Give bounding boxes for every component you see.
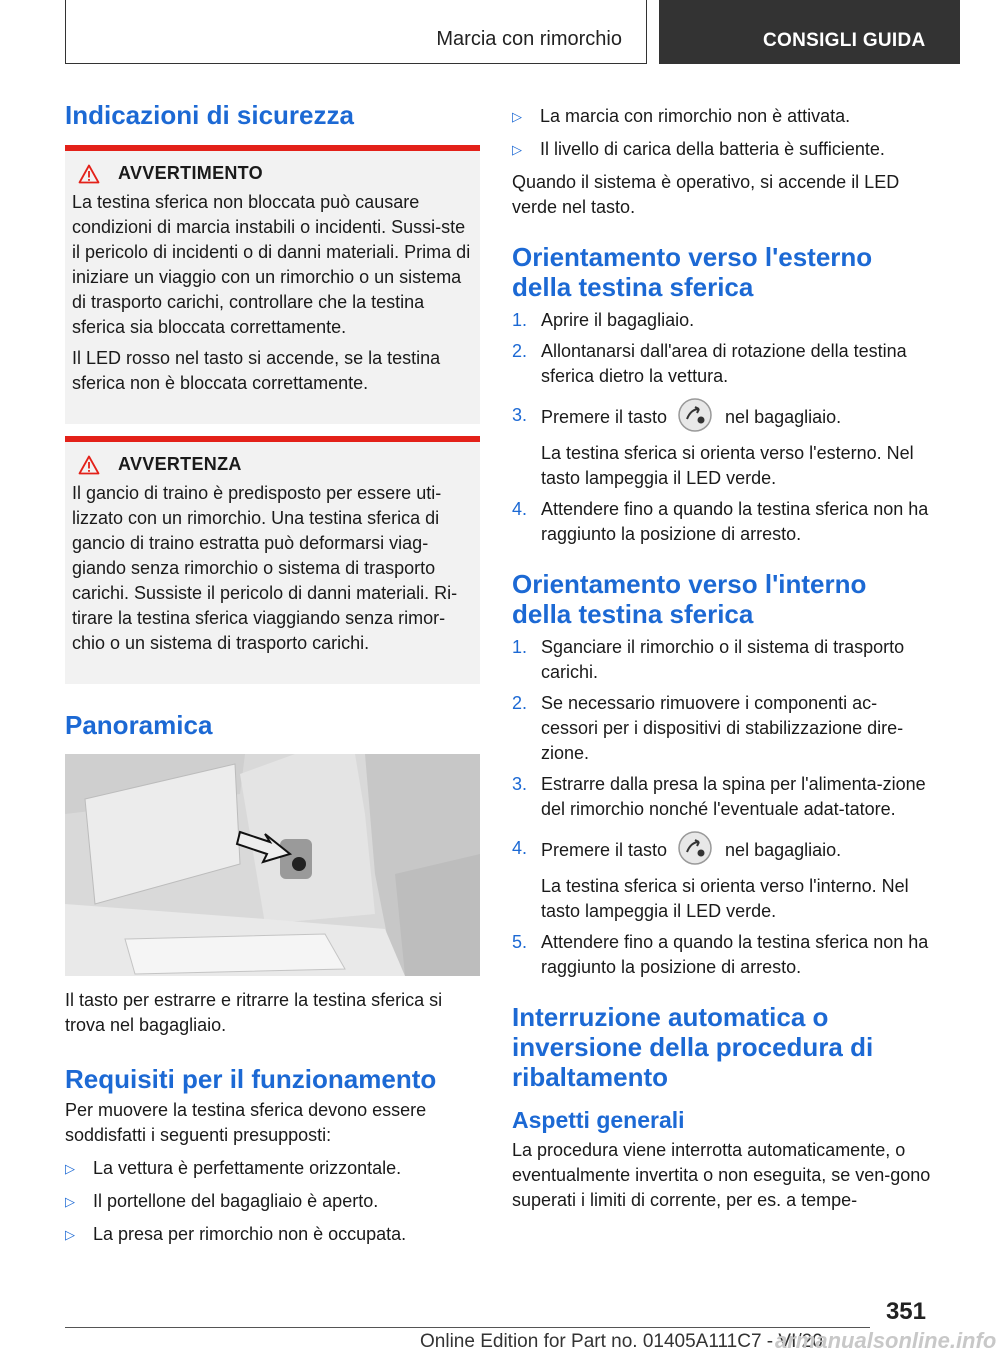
list-item-text: Il portellone del bagagliaio è aperto. xyxy=(93,1191,379,1211)
step-number: 1. xyxy=(512,310,528,330)
list-item xyxy=(512,104,932,129)
header-section-box xyxy=(65,0,647,64)
step-subtext: La testina sferica si orienta verso l'esterno. Nel tasto lampeggia il LED verde. xyxy=(541,443,914,488)
step-text-end: nel bagagliaio. xyxy=(725,406,842,427)
step-item xyxy=(512,339,932,389)
step-text: Aprire il bagagliaio. xyxy=(541,310,695,330)
heading-safety: Indicazioni di sicurezza xyxy=(65,100,354,130)
warning-title-text-2: AVVERTENZA xyxy=(118,454,242,474)
list-item-text: Il livello di carica della batteria è sufficiente. xyxy=(540,139,885,159)
warning-title-2 xyxy=(72,454,472,475)
general-text: La procedura viene interrotta automaticamente, o eventualmente invertita o non eseguita, se ven-gono superati i limiti di corrente, per es. a tempe- xyxy=(512,1140,931,1210)
step-item xyxy=(512,635,932,685)
step-text: Estrarre dalla presa la spina per l'alimenta-zione del rimorchio nonché l'eventuale adat-tatore. xyxy=(541,774,926,819)
warning-triangle-icon xyxy=(78,164,100,184)
list-item xyxy=(512,137,932,162)
step-item xyxy=(512,772,932,822)
step-number: 4. xyxy=(512,838,528,858)
list-item-text: La marcia con rimorchio non è attivata. xyxy=(540,106,851,126)
triangle-bullet-icon: ▷ xyxy=(65,1194,75,1209)
step-item xyxy=(512,497,932,547)
triangle-bullet-icon: ▷ xyxy=(65,1227,75,1242)
step-number: 4. xyxy=(512,499,528,519)
header-chapter-tab: CONSIGLI GUIDA xyxy=(659,0,960,64)
subheading-general: Aspetti generali xyxy=(512,1107,685,1133)
step-text-end: nel bagagliaio. xyxy=(725,839,842,860)
warning-text-1a: La testina sferica non bloccata può causare condizioni di marcia instabili o incidenti. Sussi-ste il pericolo di incidenti o di danni materiali. Prima di iniziare un viaggio con un rimorchio o un sistema di trasporto carichi, controllare che la testina sferica sia bloccata correttamente. xyxy=(72,192,471,337)
triangle-bullet-icon: ▷ xyxy=(512,109,522,124)
requirements-intro: Per muovere la testina sferica devono essere soddisfatti i seguenti presupposti: xyxy=(65,1100,427,1145)
step-number: 2. xyxy=(512,341,528,361)
warning-triangle-icon xyxy=(78,455,100,475)
heading-swivel-in: Orientamento verso l'interno della testina sferica xyxy=(512,569,867,629)
step-text: Allontanarsi dall'area di rotazione della testina sferica dietro la vettura. xyxy=(541,341,907,386)
heading-requirements: Requisiti per il funzionamento xyxy=(65,1064,437,1094)
step-text: Premere il tasto xyxy=(541,406,668,427)
step-text: Attendere fino a quando la testina sferica non ha raggiunto la posizione di arresto. xyxy=(541,499,929,544)
overview-text: Il tasto per estrarre e ritrarre la testina sferica si trova nel bagagliaio. xyxy=(65,990,443,1035)
step-number: 1. xyxy=(512,637,528,657)
step-item xyxy=(512,403,932,491)
left-column xyxy=(65,100,480,1247)
page-number: 351 xyxy=(885,1298,926,1325)
list-item xyxy=(65,1156,480,1181)
step-subtext: La testina sferica si orienta verso l'interno. Nel tasto lampeggia il LED verde. xyxy=(541,876,909,921)
step-number: 3. xyxy=(512,774,528,794)
list-item-text: La presa per rimorchio non è occupata. xyxy=(93,1224,407,1244)
step-text: Attendere fino a quando la testina sferica non ha raggiunto la posizione di arresto. xyxy=(541,932,929,977)
triangle-bullet-icon: ▷ xyxy=(65,1161,75,1176)
heading-overview: Panoramica xyxy=(65,710,213,740)
towbar-button-icon xyxy=(677,397,713,433)
triangle-bullet-icon: ▷ xyxy=(512,142,522,157)
footer-divider xyxy=(65,1327,870,1328)
heading-swivel-out: Orientamento verso l'esterno della testina sferica xyxy=(512,242,873,302)
step-text: Se necessario rimuovere i componenti ac-cessori per i dispositivi di stabilizzazione dire-zione. xyxy=(541,693,904,763)
step-number: 2. xyxy=(512,693,528,713)
warning-box-1 xyxy=(65,145,480,424)
step-item xyxy=(512,308,932,333)
warning-box-2 xyxy=(65,436,480,684)
list-item xyxy=(65,1222,480,1247)
step-text: Premere il tasto xyxy=(541,839,668,860)
list-item xyxy=(65,1189,480,1214)
step-number: 5. xyxy=(512,932,528,952)
watermark: armanualsonline.info xyxy=(775,1328,996,1353)
warning-text-1b: Il LED rosso nel tasto si accende, se la testina sferica non è bloccata correttamente. xyxy=(72,348,441,393)
warning-title-1 xyxy=(72,163,472,184)
warning-title-text-1: AVVERTIMENTO xyxy=(118,163,263,183)
list-item-text: La vettura è perfettamente orizzontale. xyxy=(93,1158,402,1178)
heading-auto-interrupt: Interruzione automatica o inversione della procedura di ribaltamento xyxy=(512,1002,874,1092)
requirements-outro: Quando il sistema è operativo, si accende il LED verde nel tasto. xyxy=(512,172,900,217)
towbar-button-icon xyxy=(677,830,713,866)
step-item xyxy=(512,691,932,766)
footer-edition: Online Edition for Part no. 01405A111C7 - VI/20 xyxy=(420,1331,823,1352)
step-number: 3. xyxy=(512,405,528,425)
step-item xyxy=(512,836,932,924)
right-column xyxy=(512,104,932,1213)
trunk-photo xyxy=(65,754,480,976)
warning-text-2: Il gancio di traino è predisposto per essere uti-lizzato con un rimorchio. Una testina sferica di gancio di traino estratta può deformarsi viag-giando senza rimorchio o sistema di trasporto carichi. Sussiste il pericolo di danni materiali. Ri-tirare la testina sferica viaggiando senza rimor-chio o un sistema di trasporto carichi. xyxy=(72,483,458,653)
step-text: Sganciare il rimorchio o il sistema di trasporto carichi. xyxy=(541,637,905,682)
header-section-title: Marcia con rimorchio xyxy=(436,28,622,50)
step-item xyxy=(512,930,932,980)
